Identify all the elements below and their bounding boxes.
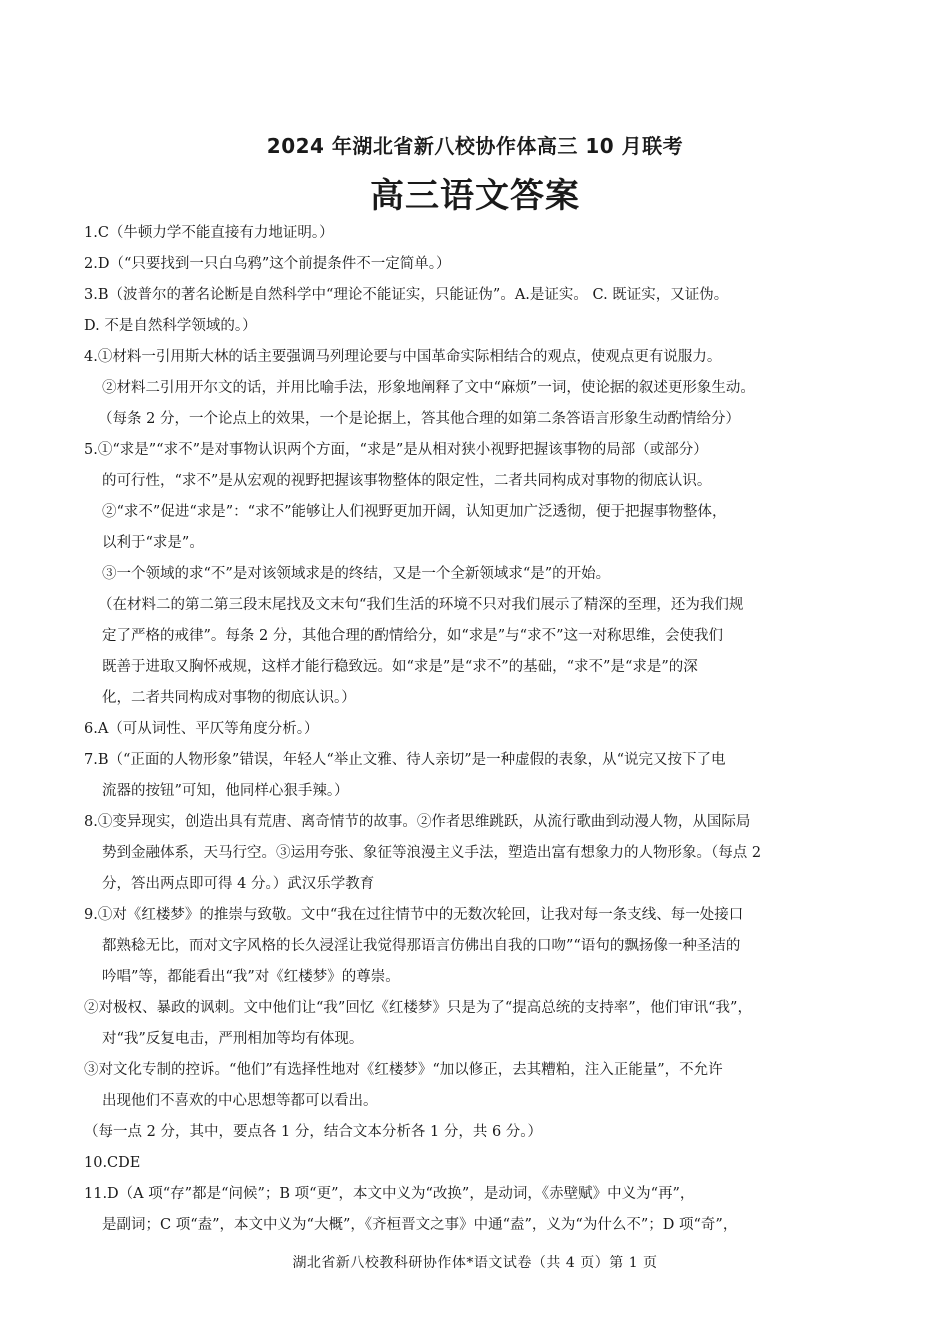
- answer-line-4-note: （每条 2 分，一个论点上的效果，一个是论据上，答其他合理的如第二条答语言形象生动酌情给分）: [98, 411, 740, 427]
- answer-line-8-cont-2: 分，答出两点即可得 4 分。）武汉乐学教育: [102, 876, 375, 892]
- answer-line-9-point-2-cont: 对“我”反复电击，严刑相加等均有体现。: [102, 1031, 364, 1047]
- answer-line-5-point-2-cont: 以利于“求是”。: [102, 535, 204, 551]
- answer-line-9-point-3-cont: 出现他们不喜欢的中心思想等都可以看出。: [102, 1093, 378, 1109]
- answer-line-5-note-cont-2: 既善于进取又胸怀戒规，这样才能行稳致远。如“求是”是“求不”的基础，“求不”是“求是”的深: [102, 659, 698, 675]
- answer-line-4: 4.①材料一引用斯大林的话主要强调马列理论要与中国革命实际相结合的观点，使观点更有说服力。: [84, 349, 722, 365]
- answer-line-9-point-2: ②对极权、暴政的讽刺。文中他们让“我”回忆《红楼梦》只是为了“提高总统的支持率”，他们审讯“我”，: [84, 1000, 752, 1016]
- answer-line-9-point-3: ③对文化专制的控诉。“他们”有选择性地对《红楼梦》“加以修正，去其糟粕，注入正能量”，不允许: [84, 1062, 723, 1078]
- answer-line-8: 8.①变异现实，创造出具有荒唐、离奇情节的故事。②作者思维跳跃，从流行歌曲到动漫人物，从国际局: [84, 814, 751, 830]
- answer-line-2: 2.D（“只要找到一只白乌鸦”这个前提条件不一定简单。）: [84, 256, 451, 272]
- answer-line-5-note-cont-3: 化，二者共同构成对事物的彻底认识。）: [102, 690, 356, 706]
- answer-line-5-note: （在材料二的第二第三段末尾找及文末句“我们生活的环境不只对我们展示了精深的至理，还为我们规: [98, 597, 744, 613]
- answer-line-3: 3.B（波普尔的著名论断是自然科学中“理论不能证实，只能证伪”。A.是证实。 C. 既证实，又证伪。: [84, 287, 729, 303]
- answer-line-9-cont-2: 吟唱”等，都能看出“我”对《红楼梦》的尊崇。: [102, 969, 400, 985]
- page-footer: 湖北省新八校教科研协作体*语文试卷（共 4 页）第 1 页: [292, 1255, 658, 1271]
- answer-line-11: 11.D（A 项“存”都是“问候”；B 项“更”，本文中义为“改换”，是动词，《赤壁赋》中义为“再”，: [84, 1186, 695, 1202]
- answer-line-5-cont: 的可行性，“求不”是从宏观的视野把握该事物整体的限定性，二者共同构成对事物的彻底认识。: [102, 473, 712, 489]
- answer-line-5-point-2: ②“求不”促进“求是”：“求不”能够让人们视野更加开阔，认知更加广泛透彻，便于把握事物整体，: [102, 504, 727, 520]
- answer-line-10: 10.CDE: [84, 1155, 141, 1171]
- answer-line-9-note: （每一点 2 分，其中，要点各 1 分，结合文本分析各 1 分，共 6 分。）: [84, 1124, 543, 1140]
- answer-line-5-point-3: ③一个领域的求“不”是对该领域求是的终结，又是一个全新领域求“是”的开始。: [102, 566, 611, 582]
- answer-line-8-cont: 势到金融体系，天马行空。③运用夸张、象征等浪漫主义手法，塑造出富有想象力的人物形象。（每点 2: [102, 845, 762, 861]
- answer-line-5: 5.①“求是”“求不”是对事物认识两个方面，“求是”是从相对狭小视野把握该事物的局部（或部分）: [84, 442, 708, 458]
- answer-line-11-cont: 是副词；C 项“盍”，本文中义为“大概”，《齐桓晋文之事》中通“盍”，义为“为什么不”；D 项“奇”，: [102, 1217, 738, 1233]
- answer-line-9: 9.①对《红楼梦》的推崇与致敬。文中“我在过往情节中的无数次轮回，让我对每一条支线、每一处接口: [84, 907, 744, 923]
- answer-line-6: 6.A（可从词性、平仄等角度分析。）: [84, 721, 319, 737]
- answer-line-9-cont: 都熟稔无比，而对文字风格的长久浸淫让我觉得那语言仿佛出自我的口吻”“语句的飘扬像一种圣洁的: [102, 938, 741, 954]
- answer-heading: 高三语文答案: [370, 176, 580, 216]
- answer-line-5-note-cont: 定了严格的戒律”。每条 2 分，其他合理的酌情给分，如“求是”与“求不”这一对称思维，会使我们: [102, 628, 724, 644]
- answer-line-3-cont: D. 不是自然科学领域的。）: [84, 318, 257, 334]
- answer-list: [84, 218, 874, 1241]
- answer-line-1: 1.C（牛顿力学不能直接有力地证明。）: [84, 225, 334, 241]
- answer-line-7-cont: 流器的按钮”可知，他同样心狠手辣。）: [102, 783, 349, 799]
- answer-line-7: 7.B（“正面的人物形象”错误，年轻人“举止文雅、待人亲切”是一种虚假的表象，从“说完又按下了电: [84, 752, 726, 768]
- answer-line-4-point-2: ②材料二引用开尔文的话，并用比喻手法，形象地阐释了文中“麻烦”一词，使论据的叙述更形象生动。: [102, 380, 755, 396]
- exam-title: 2024 年湖北省新八校协作体高三 10 月联考: [266, 134, 684, 158]
